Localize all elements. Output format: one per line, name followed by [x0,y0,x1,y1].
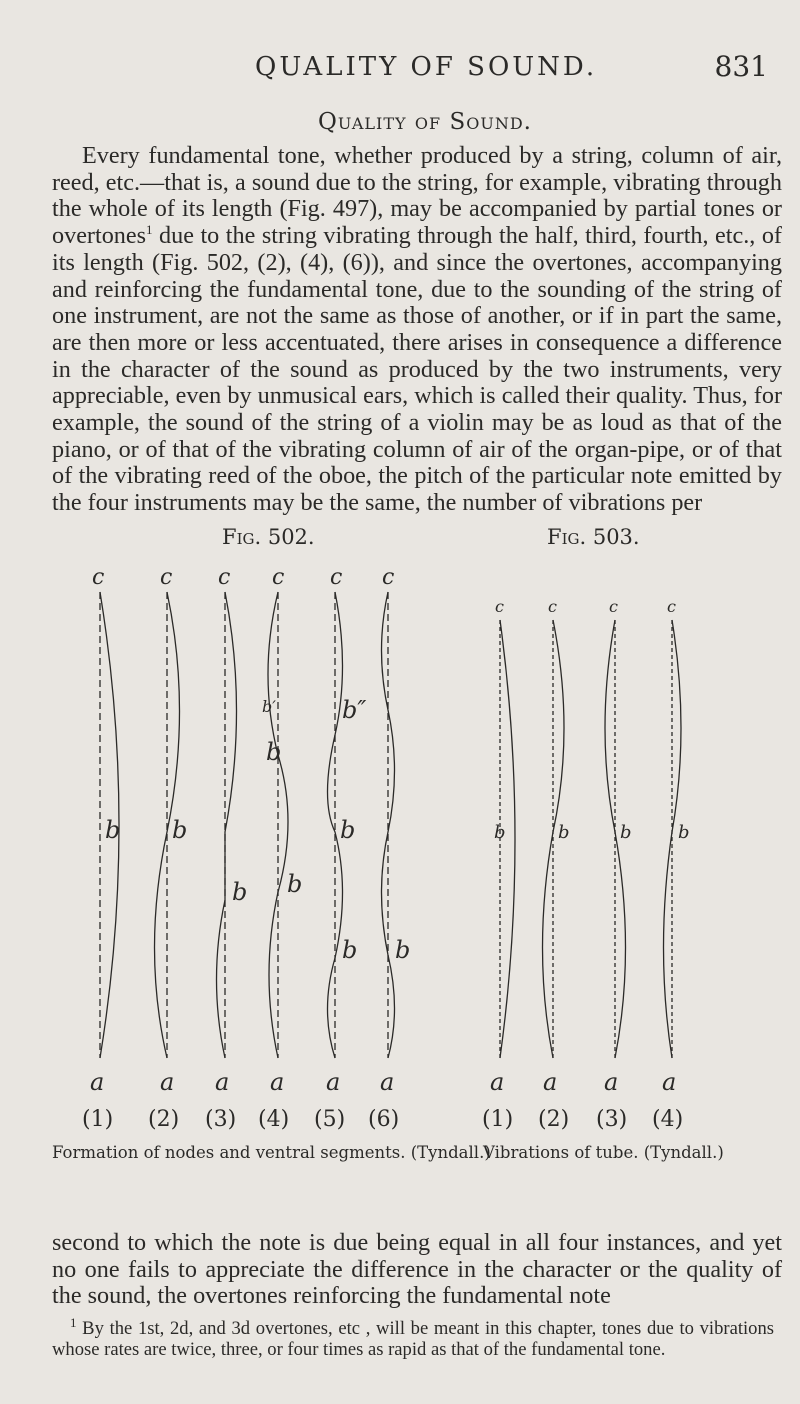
fig503-label-b1: b [494,822,506,843]
fig502-label-b5: b [266,738,282,766]
footnote-text: By the 1st, 2d, and 3d overtones, etc , will be meant in this chapter, tones due to vibrations whose rates are twice, three, or four times as rapid as that of the fundamental tone. [52,1318,774,1360]
running-head [0,52,800,92]
fig503-label-a4: a [662,1068,677,1096]
fig502-label-a1: a [90,1068,105,1096]
fig502-label-c2: c [160,570,173,590]
fig502-number-2: (2) [148,1107,180,1130]
fig502-label-a3: a [215,1068,230,1096]
fig503-label-b4: b [678,822,690,843]
fig503-label-a1: a [490,1068,505,1096]
fig503-label-a3: a [604,1068,619,1096]
footnote-mark: 1 [70,1314,77,1330]
fig502-label-a4: a [270,1068,285,1096]
fig502-label-c3: c [218,570,231,590]
fig503-label-a2: a [543,1068,558,1096]
fig502-number-3: (3) [205,1107,237,1130]
fig503-label-c3: c [609,597,618,616]
fig502-number-6: (6) [368,1107,400,1130]
fig502-number-1: (1) [82,1107,114,1130]
fig503-label-b3: b [620,822,632,843]
fig502-label-b1: b [105,816,121,844]
fig502-label-b4: b [287,870,303,898]
fig502-label-a2: a [160,1068,175,1096]
paragraph-1 [52,143,782,517]
fig502-label-c4: c [272,570,285,590]
paragraph-1-continuation: due to the string vibrating through the half, third, fourth, etc., of its length (Fig. 502, (2), (4), (6)), and since the overtones, accompanying and reinforcing the fundamental tone, due to the sounding of the string of one instrument, are not the same as those of another, or if in part the same, are then more or less accentuated, there arises in consequence a difference in the character of the sound as produced by the two instruments, very appreciable, even by unmusical ears, which is called their quality. Thus, for example, the sound of the string of a violin may be as loud as that of the piano, or of that of the vibrating column of air of the organ-pipe, or of that of the vibrating reed of the oboe, the pitch of the particular note emitted by the four instruments may be the same, the number of vibrations per [52,222,782,517]
section-title: Quality of Sound. [318,109,532,135]
fig502-label-a5: a [326,1068,341,1096]
figure-502-subcaption: Formation of nodes and ventral segments. (Tyndall.) [52,1143,491,1162]
footnote [52,1314,774,1360]
fig502-label-c1: c [92,570,105,590]
fig503-number-4: (4) [652,1107,684,1130]
running-title: QUALITY OF SOUND. [255,52,598,82]
figure-502-caption: Fig. 502. [222,525,315,549]
fig502-number-4: (4) [258,1107,290,1130]
figures-illustration [0,570,800,1130]
fig502-label-b8: b [395,936,411,964]
fig502-label-c6: c [382,570,395,590]
fig502-label-a6: a [380,1068,395,1096]
fig502-label-b6: b [340,816,356,844]
figure-503-caption: Fig. 503. [547,525,640,549]
fig503-label-c1: c [495,597,504,616]
fig503-label-b2: b [558,822,570,843]
page-number: 831 [714,50,768,83]
figures-svg [0,570,800,1130]
fig502-label-b-prime: b′ [262,697,276,716]
fig503-number-3: (3) [596,1107,628,1130]
fig503-number-1: (1) [482,1107,514,1130]
fig502-label-b7: b [342,936,358,964]
fig502-label-b-double-prime: b″ [342,696,367,724]
fig502-label-b2: b [172,816,188,844]
fig502-3-curve [217,592,237,1058]
fig502-label-b3: b [232,878,248,906]
paragraph-1-text: Every fundamental tone, whether produced by a string, column of air, reed, etc.—that is, a sound due to the string, for example, vibrating through the whole of its length (Fig. 497), may be accompanied by partial tones or overtones [52,142,782,250]
fig503-number-2: (2) [538,1107,570,1130]
fig502-label-c5: c [330,570,343,590]
figure-503-subcaption: Vibrations of tube. (Tyndall.) [483,1143,724,1162]
fig503-label-c4: c [667,597,676,616]
fig503-label-c2: c [548,597,557,616]
footnote-reference: 1 [146,222,153,238]
paragraph-2: second to which the note is due being equal in all four instances, and yet no one fails to appreciate the difference in the character or the quality of the sound, the overtones reinforcing the fundamental note [52,1229,782,1310]
fig502-number-5: (5) [314,1107,346,1130]
